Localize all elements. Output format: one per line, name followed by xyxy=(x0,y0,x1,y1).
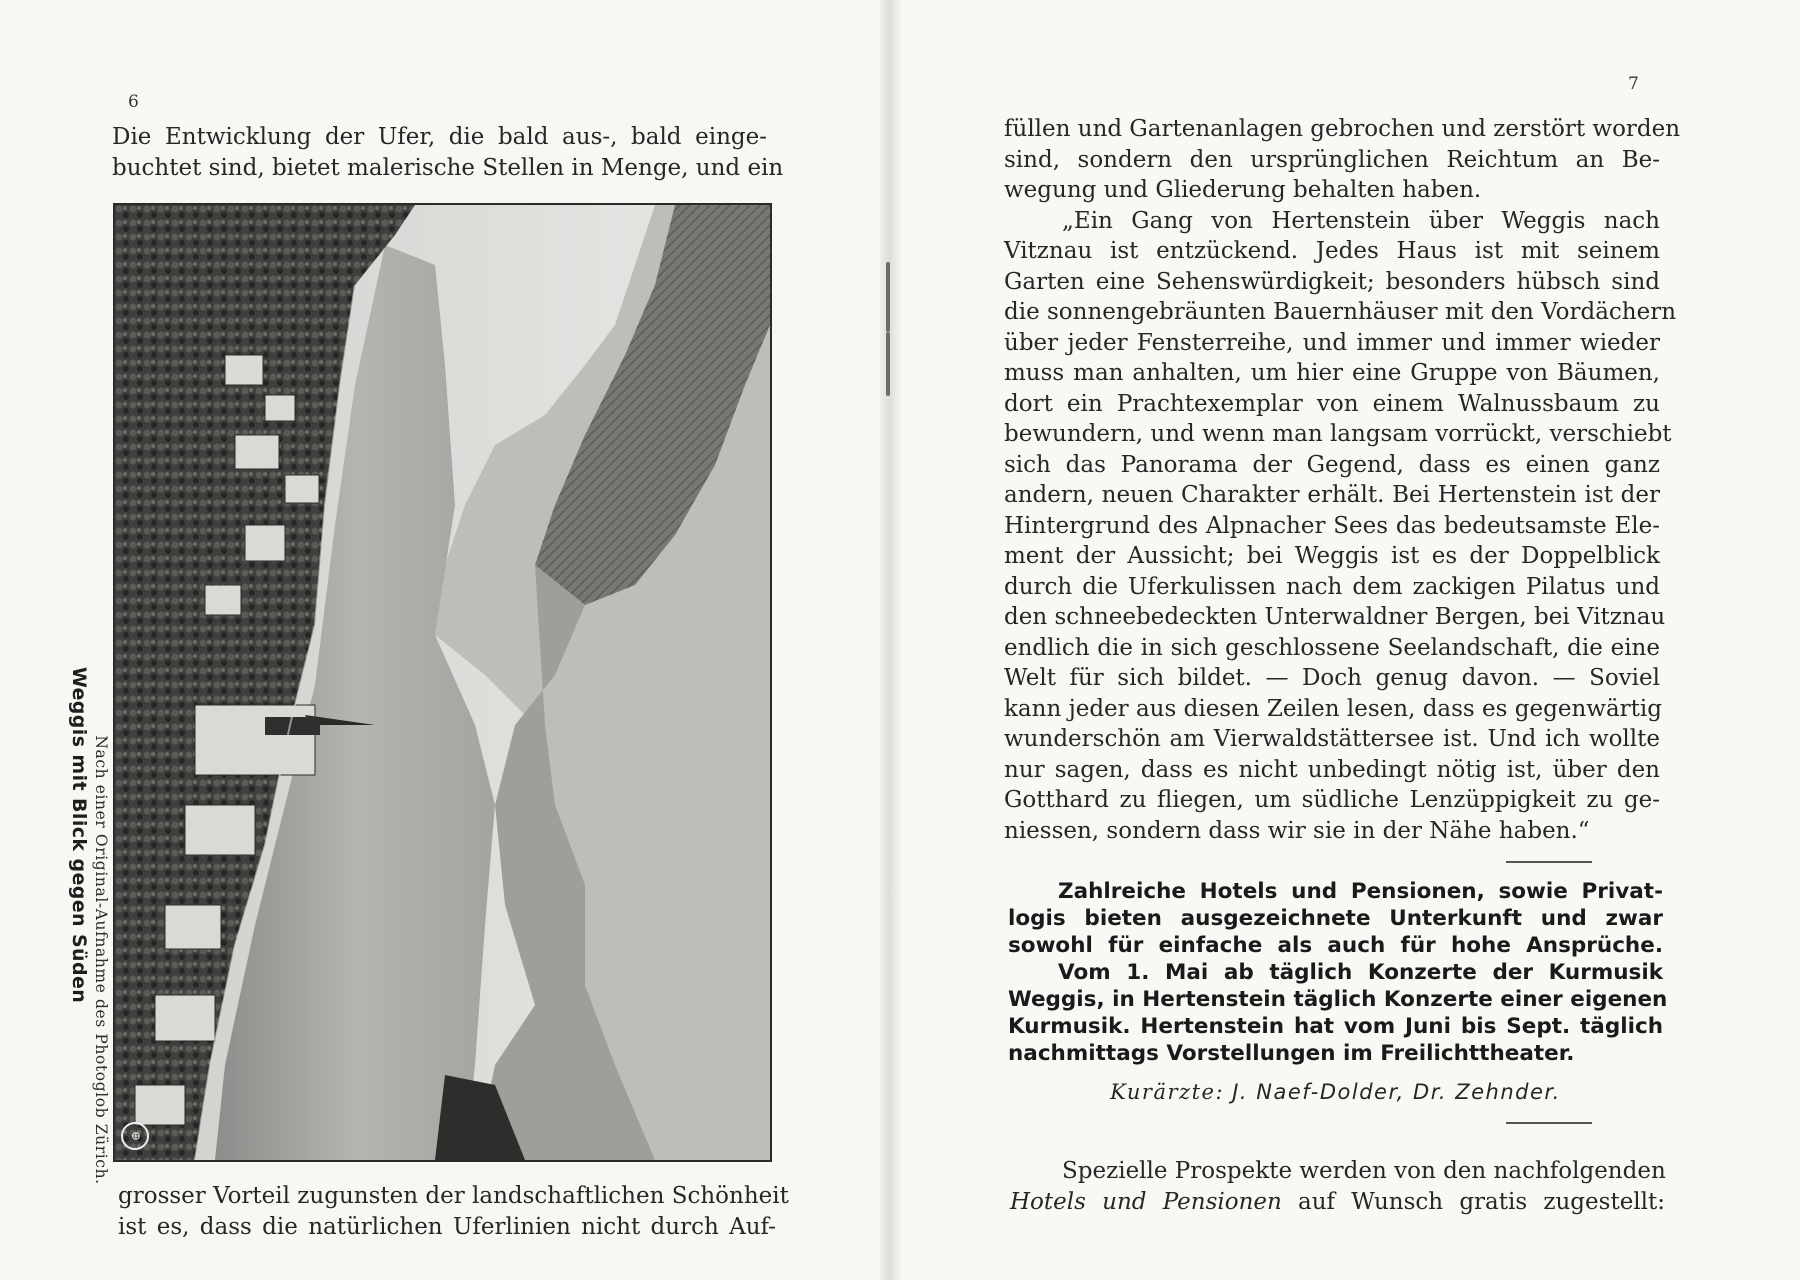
text-line: Welt für sich bildet. — Doch genug davon. — Soviel xyxy=(1004,665,1660,691)
text-line: sowohl für einfache als auch für hohe Ansprüche. xyxy=(1008,933,1663,958)
photo-illustration xyxy=(115,205,770,1160)
text-line: niessen, sondern dass wir sie in der Nähe haben.“ xyxy=(1004,817,1590,844)
text-line: Die Entwicklung der Ufer, die bald aus-, bald einge- xyxy=(112,124,767,150)
section-divider xyxy=(1506,1122,1592,1124)
text-line: Gotthard zu fliegen, um südliche Lenzüppigkeit zu ge- xyxy=(1004,787,1660,813)
text-line: wegung und Gliederung behalten haben. xyxy=(1004,177,1482,203)
text-line: Weggis, in Hertenstein täglich Konzerte einer eigenen xyxy=(1008,987,1668,1012)
text-line: dort ein Prachtexemplar von einem Walnussbaum zu xyxy=(1004,390,1660,417)
photo-credit: Nach einer Original-Aufnahme des Photoglob Zürich. xyxy=(92,735,110,1185)
text-line: „Ein Gang von Hertenstein über Weggis nach xyxy=(1062,207,1660,234)
right-main-text xyxy=(1004,114,1681,846)
text-line: nachmittags Vorstellungen im Freilichttheater. xyxy=(1008,1041,1575,1066)
text-line: Zahlreiche Hotels und Pensionen, sowie Privat- xyxy=(1058,879,1663,904)
text-line: Vitznau ist entzückend. Jedes Haus ist mit seinem xyxy=(1004,238,1660,264)
text-line: Spezielle Prospekte werden von den nachfolgenden xyxy=(1062,1158,1666,1184)
text-line: Hintergrund des Alpnacher Sees das bedeutsamste Ele- xyxy=(1004,512,1660,539)
photoglob-logo-icon: ⊕ xyxy=(121,1122,149,1150)
text-line: die sonnengebräunten Bauernhäuser mit den Vordächern xyxy=(1004,299,1677,325)
text-line: sich das Panorama der Gegend, dass es einen ganz xyxy=(1004,451,1660,478)
text-line: über jeder Fensterreihe, und immer und immer wieder xyxy=(1004,329,1660,356)
text-line: andern, neuen Charakter erhält. Bei Hertenstein ist der xyxy=(1004,482,1660,508)
left-bottom-paragraph xyxy=(118,1181,789,1242)
text-line: Vom 1. Mai ab täglich Konzerte der Kurmusik xyxy=(1058,960,1663,985)
text-line: nur sagen, dass es nicht unbedingt nötig ist, über den xyxy=(1004,756,1660,783)
text-line: Garten eine Sehenswürdigkeit; besonders hübsch sind xyxy=(1004,268,1660,295)
text-fragment: auf Wunsch gratis zugestellt: xyxy=(1298,1188,1666,1215)
hotels-italic: Hotels und Pensionen xyxy=(1010,1188,1282,1215)
text-line: füllen und Gartenanlagen gebrochen und zerstört worden xyxy=(1004,116,1681,142)
text-line: ist es, dass die natürlichen Uferlinien nicht durch Auf- xyxy=(118,1213,776,1240)
book-gutter xyxy=(880,0,902,1280)
text-line: durch die Uferkulissen nach dem zackigen Pilatus und xyxy=(1004,573,1660,600)
page-number-left: 6 xyxy=(128,92,139,112)
announcement-block xyxy=(1008,878,1668,1067)
prospekte-paragraph xyxy=(1010,1156,1665,1217)
doctors-names: J. Naef-Dolder, Dr. Zehnder. xyxy=(1232,1080,1561,1104)
text-line: wunderschön am Vierwaldstättersee ist. Und ich wollte xyxy=(1004,726,1660,752)
left-top-paragraph xyxy=(112,122,784,183)
page-number-right: 7 xyxy=(1628,74,1639,94)
text-line: ment der Aussicht; bei Weggis ist es der Doppelblick xyxy=(1004,543,1660,569)
text-line: buchtet sind, bietet malerische Stellen in Menge, und ein xyxy=(112,154,784,181)
text-line: endlich die in sich geschlossene Seelandschaft, die eine xyxy=(1004,634,1660,661)
text-line: grosser Vorteil zugunsten der landschaftlichen Schönheit xyxy=(118,1183,789,1209)
staple xyxy=(886,262,890,332)
text-line xyxy=(1010,1187,1665,1218)
doctors-label: Kurärzte: xyxy=(1110,1080,1225,1104)
text-line: bewundern, und wenn man langsam vorrückt, verschiebt xyxy=(1004,421,1672,447)
lake-photograph xyxy=(113,203,772,1162)
text-line: sind, sondern den ursprünglichen Reichtum an Be- xyxy=(1004,146,1660,173)
staple xyxy=(886,332,890,396)
text-line: kann jeder aus diesen Zeilen lesen, dass es gegenwärtig xyxy=(1004,695,1662,722)
text-line: muss man anhalten, um hier eine Gruppe von Bäumen, xyxy=(1004,360,1660,386)
photo-caption: Weggis mit Blick gegen Süden xyxy=(68,666,90,1004)
text-line: Kurmusik. Hertenstein hat vom Juni bis Sept. täglich xyxy=(1008,1014,1663,1039)
spa-doctors-line xyxy=(1008,1080,1663,1104)
section-divider xyxy=(1506,861,1592,863)
text-line: logis bieten ausgezeichnete Unterkunft und zwar xyxy=(1008,906,1663,931)
text-line: den schneebedeckten Unterwaldner Bergen, bei Vitznau xyxy=(1004,604,1666,630)
